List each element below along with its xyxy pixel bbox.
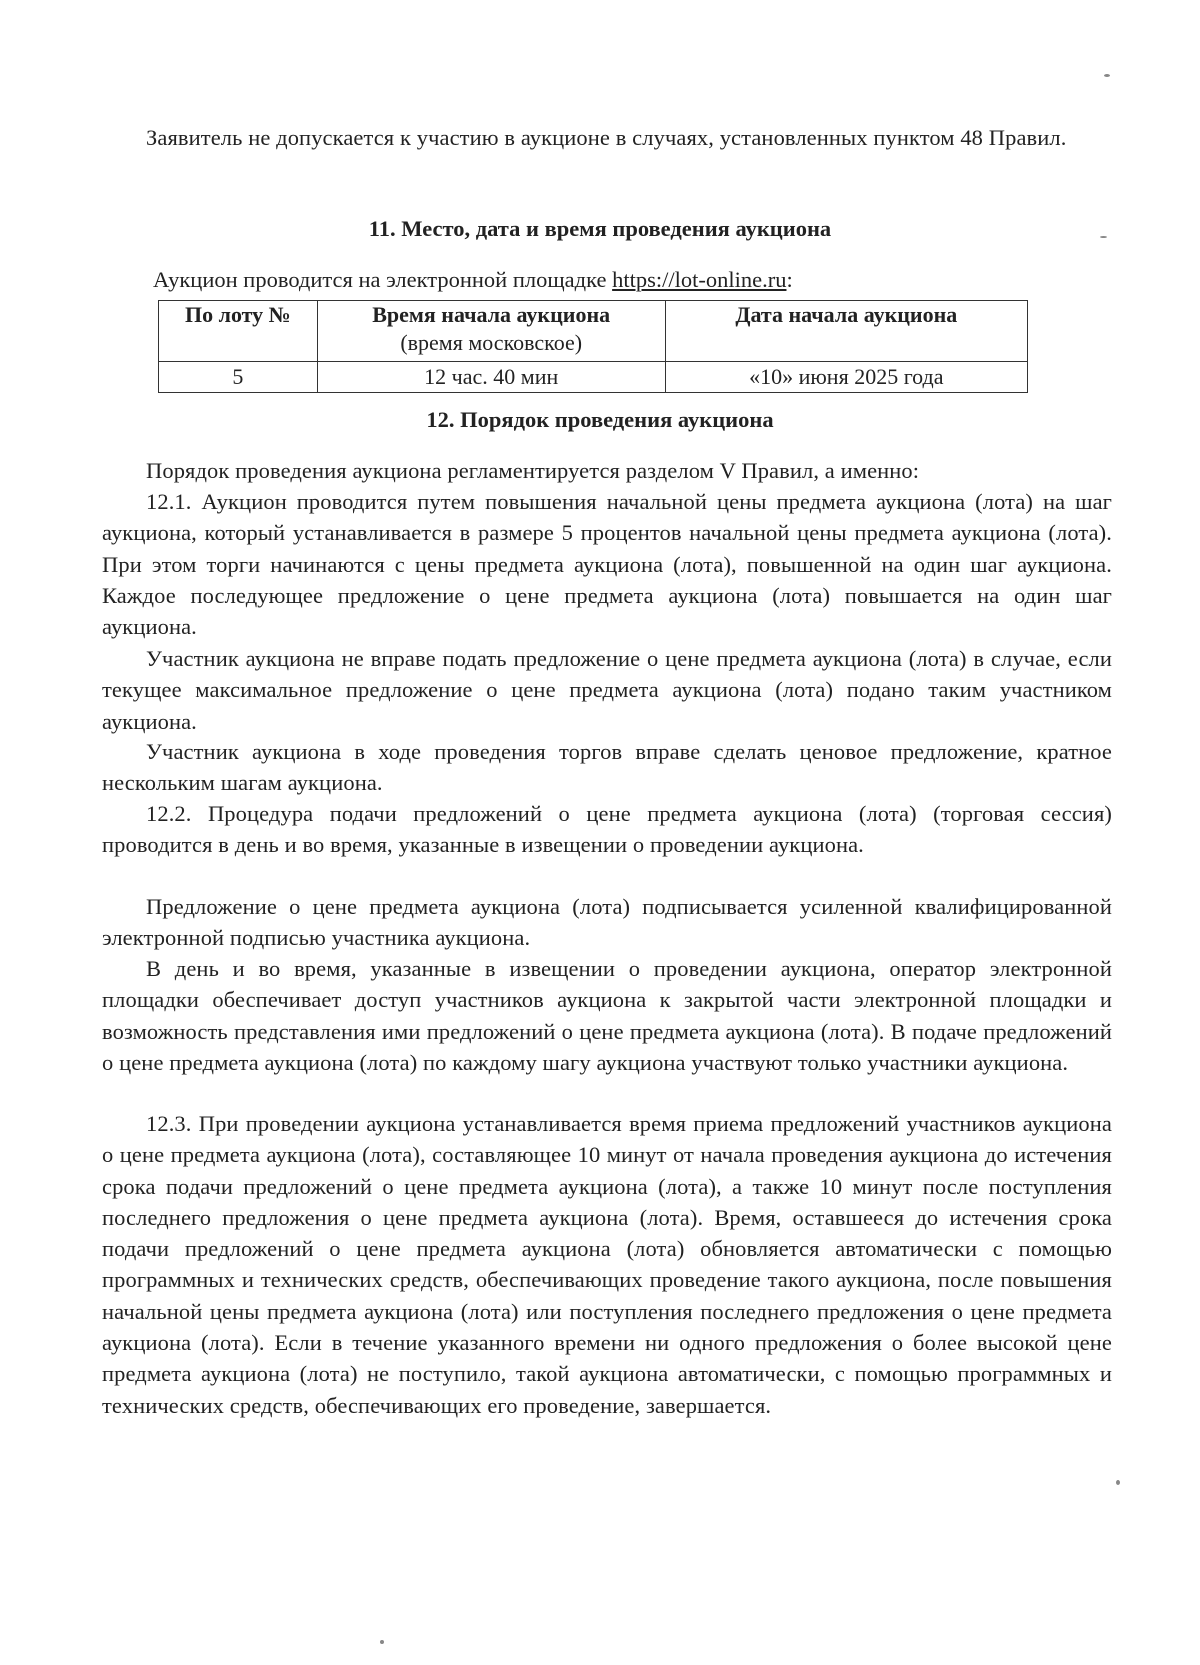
procedure-intro: Порядок проведения аукциона регламентируется разделом V Правил, а именно: — [146, 458, 920, 483]
auction-schedule-table — [158, 300, 1028, 393]
header-start-time — [317, 301, 665, 362]
auction-site-link[interactable]: https://lot-online.ru — [612, 267, 787, 292]
header-lot-number: По лоту № — [159, 301, 318, 362]
auction-site-prefix: Аукцион проводится на электронной площадке — [153, 267, 613, 292]
table-row — [159, 362, 1028, 393]
scan-speck — [1116, 1480, 1120, 1485]
paragraph-multiple-steps: Участник аукциона в ходе проведения торгов вправе сделать ценовое предложение, кратное нескольким шагам аукциона. — [102, 739, 1112, 796]
paragraph-12-2: 12.2. Процедура подачи предложений о цене предмета аукциона (лота) (торговая сессия) проводится в день и во время, указанные в извещении о проведении аукциона. — [102, 801, 1112, 858]
header-start-time-label: Время начала аукциона — [372, 302, 611, 327]
paragraph-signature: Предложение о цене предмета аукциона (лота) подписывается усиленной квалифицированной электронной подписью участника аукциона. — [102, 894, 1112, 951]
header-start-time-note: (время московское) — [400, 330, 583, 355]
auction-site-line — [153, 267, 1053, 293]
scan-speck — [1104, 74, 1110, 77]
paragraph-12-3: 12.3. При проведении аукциона устанавливается время приема предложений участников аукциона о цене предмета аукциона (лота), составляющее 10 минут от начала проведения аукциона до истечения срока подачи предложений о цене предмета аукциона (лота), а также 10 минут после поступления последнего предложения о цене предмета аукциона (лота). Время, оставшееся до истечения срока подачи предложений о цене предмета аукциона (лота) обновляется автоматически с помощью программных и технических средств, обеспечивающих проведение такого аукциона, после повышения начальной цены предмета аукциона (лота) или поступления последнего предложения о цене предмета аукциона (лота). Если в течение указанного времени ни одного предложения о более высокой цене предмета аукциона (лота) не поступило, такой аукциона автоматически, с помощью программных и технических средств, обеспечивающих его проведение, завершается. — [102, 1111, 1112, 1418]
table-header-row — [159, 301, 1028, 362]
auction-site-suffix: : — [786, 267, 793, 292]
cell-lot-number: 5 — [159, 362, 318, 393]
scan-speck — [1100, 236, 1107, 238]
paragraph-bid-restriction: Участник аукциона не вправе подать предложение о цене предмета аукциона (лота) в случае, если текущее максимальное предложение о цене предмета аукциона (лота) подано таким участником аукциона. — [102, 646, 1112, 734]
section-11-heading: 11. Место, дата и время проведения аукциона — [368, 216, 832, 241]
cell-start-time: 12 час. 40 мин — [317, 362, 665, 393]
scan-speck — [380, 1640, 384, 1644]
section-12-heading: 12. Порядок проведения аукциона — [426, 407, 774, 432]
admission-paragraph: Заявитель не допускается к участию в аукционе в случаях, установленных пунктом 48 Правил. — [146, 125, 1067, 150]
paragraph-access: В день и во время, указанные в извещении о проведении аукциона, оператор электронной площадки обеспечивает доступ участников аукциона к закрытой части электронной площадки и возможность представления ими предложений о цене предмета аукциона (лота). В подаче предложений о цене предмета аукциона (лота) по каждому шагу аукциона участвуют только участники аукциона. — [102, 956, 1112, 1075]
header-start-date: Дата начала аукциона — [665, 301, 1027, 362]
cell-start-date: «10» июня 2025 года — [665, 362, 1027, 393]
paragraph-12-1: 12.1. Аукцион проводится путем повышения начальной цены предмета аукциона (лота) на шаг аукциона, который устанавливается в размере 5 процентов начальной цены предмета аукциона (лота). При этом торги начинаются с цены предмета аукциона (лота), повышенной на один шаг аукциона. Каждое последующее предложение о цене предмета аукциона (лота) повышается на один шаг аукциона. — [102, 489, 1112, 640]
